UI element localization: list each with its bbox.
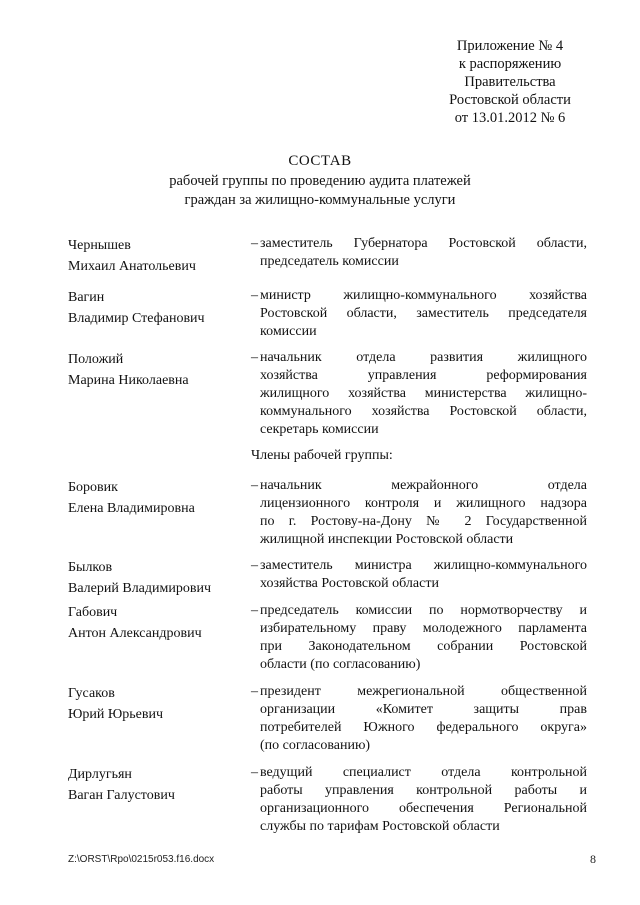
annex-line: Приложение № 4 bbox=[456, 38, 564, 54]
member-given-name: Валерий Владимирович bbox=[68, 581, 212, 596]
footer-file-path: Z:\ORST\Rpo\0215r053.f16.docx bbox=[68, 854, 215, 865]
position-line: потребителей Южного федерального округа» bbox=[260, 720, 587, 735]
document-subtitle-line: граждан за жилищно-коммунальные услуги bbox=[184, 192, 456, 208]
member-position bbox=[260, 235, 587, 271]
position-line: коммунального хозяйства Ростовской области, bbox=[260, 404, 587, 419]
member-position bbox=[260, 602, 587, 674]
member-given-name: Михаил Анатольевич bbox=[68, 259, 196, 274]
member-position bbox=[260, 683, 587, 755]
member-position bbox=[260, 557, 587, 593]
position-line: области (по согласованию) bbox=[260, 657, 421, 672]
position-line: работы управления контрольной работы и bbox=[260, 783, 587, 798]
page-number: 8 bbox=[590, 852, 596, 866]
annex-line: Правительства bbox=[464, 74, 556, 90]
position-line: заместитель министра жилищно-коммунального bbox=[260, 558, 587, 573]
position-line: начальник межрайонного отдела bbox=[260, 478, 587, 493]
entry-dash: – bbox=[251, 684, 258, 699]
member-given-name: Антон Александрович bbox=[68, 626, 202, 641]
member-given-name: Юрий Юрьевич bbox=[68, 707, 164, 722]
member-given-name: Елена Владимировна bbox=[68, 501, 195, 516]
annex-line: Ростовской области bbox=[449, 92, 571, 108]
member-name bbox=[68, 349, 248, 391]
position-line: секретарь комиссии bbox=[260, 422, 379, 437]
entry-dash: – bbox=[251, 765, 258, 780]
member-surname: Гусаков bbox=[68, 686, 115, 701]
position-line: Ростовской области, заместитель председателя bbox=[260, 306, 587, 321]
member-name bbox=[68, 602, 248, 644]
position-line: жилищного хозяйства министерства жилищно- bbox=[260, 386, 587, 401]
position-line: организационного обеспечения Региональной bbox=[260, 801, 587, 816]
document-title: СОСТАВ bbox=[288, 153, 352, 169]
position-line: по г. Ростову-на-Дону № 2 Государственной bbox=[260, 514, 587, 529]
member-surname: Былков bbox=[68, 560, 113, 575]
member-position bbox=[260, 287, 587, 341]
position-line: (по согласованию) bbox=[260, 738, 371, 753]
position-line: организации «Комитет защиты прав bbox=[260, 702, 587, 717]
position-line: комиссии bbox=[260, 324, 317, 339]
position-line: хозяйства Ростовской области bbox=[260, 576, 439, 591]
position-line: председатель комиссии по нормотворчеству и bbox=[260, 603, 587, 618]
annex-line: от 13.01.2012 № 6 bbox=[454, 110, 566, 126]
entry-dash: – bbox=[251, 288, 258, 303]
member-given-name: Владимир Стефанович bbox=[68, 311, 205, 326]
member-surname: Чернышев bbox=[68, 238, 131, 253]
members-section-title: Члены рабочей группы: bbox=[251, 448, 393, 463]
document-subtitle-line: рабочей группы по проведению аудита платежей bbox=[169, 173, 471, 189]
entry-dash: – bbox=[251, 603, 258, 618]
position-line: председатель комиссии bbox=[260, 254, 399, 269]
annex-block bbox=[420, 37, 600, 127]
member-name bbox=[68, 764, 248, 806]
member-given-name: Марина Николаевна bbox=[68, 373, 189, 388]
member-name bbox=[68, 287, 248, 329]
position-line: службы по тарифам Ростовской области bbox=[260, 819, 500, 834]
member-position bbox=[260, 349, 587, 439]
position-line: заместитель Губернатора Ростовской области, bbox=[260, 236, 587, 251]
position-line: хозяйства управления реформирования bbox=[260, 368, 587, 383]
entry-dash: – bbox=[251, 350, 258, 365]
position-line: ведущий специалист отдела контрольной bbox=[260, 765, 587, 780]
position-line: начальник отдела развития жилищного bbox=[260, 350, 587, 365]
document-heading bbox=[0, 152, 640, 210]
member-surname: Положий bbox=[68, 352, 124, 367]
position-line: при Законодательном собрании Ростовской bbox=[260, 639, 587, 654]
position-line: жилищной инспекции Ростовской области bbox=[260, 532, 514, 547]
member-name bbox=[68, 477, 248, 519]
entry-dash: – bbox=[251, 236, 258, 251]
member-surname: Боровик bbox=[68, 480, 118, 495]
member-surname: Дирлугьян bbox=[68, 767, 132, 782]
position-line: президент межрегиональной общественной bbox=[260, 684, 587, 699]
position-line: лицензионного контроля и жилищного надзора bbox=[260, 496, 587, 511]
member-name bbox=[68, 683, 248, 725]
member-name bbox=[68, 557, 248, 599]
entry-dash: – bbox=[251, 478, 258, 493]
member-position bbox=[260, 477, 587, 549]
member-surname: Вагин bbox=[68, 290, 105, 305]
member-given-name: Ваган Галустович bbox=[68, 788, 175, 803]
annex-line: к распоряжению bbox=[458, 56, 562, 72]
member-surname: Габович bbox=[68, 605, 118, 620]
member-position bbox=[260, 764, 587, 836]
member-name bbox=[68, 235, 248, 277]
position-line: избирательному праву молодежного парламента bbox=[260, 621, 587, 636]
position-line: министр жилищно-коммунального хозяйства bbox=[260, 288, 587, 303]
entry-dash: – bbox=[251, 558, 258, 573]
